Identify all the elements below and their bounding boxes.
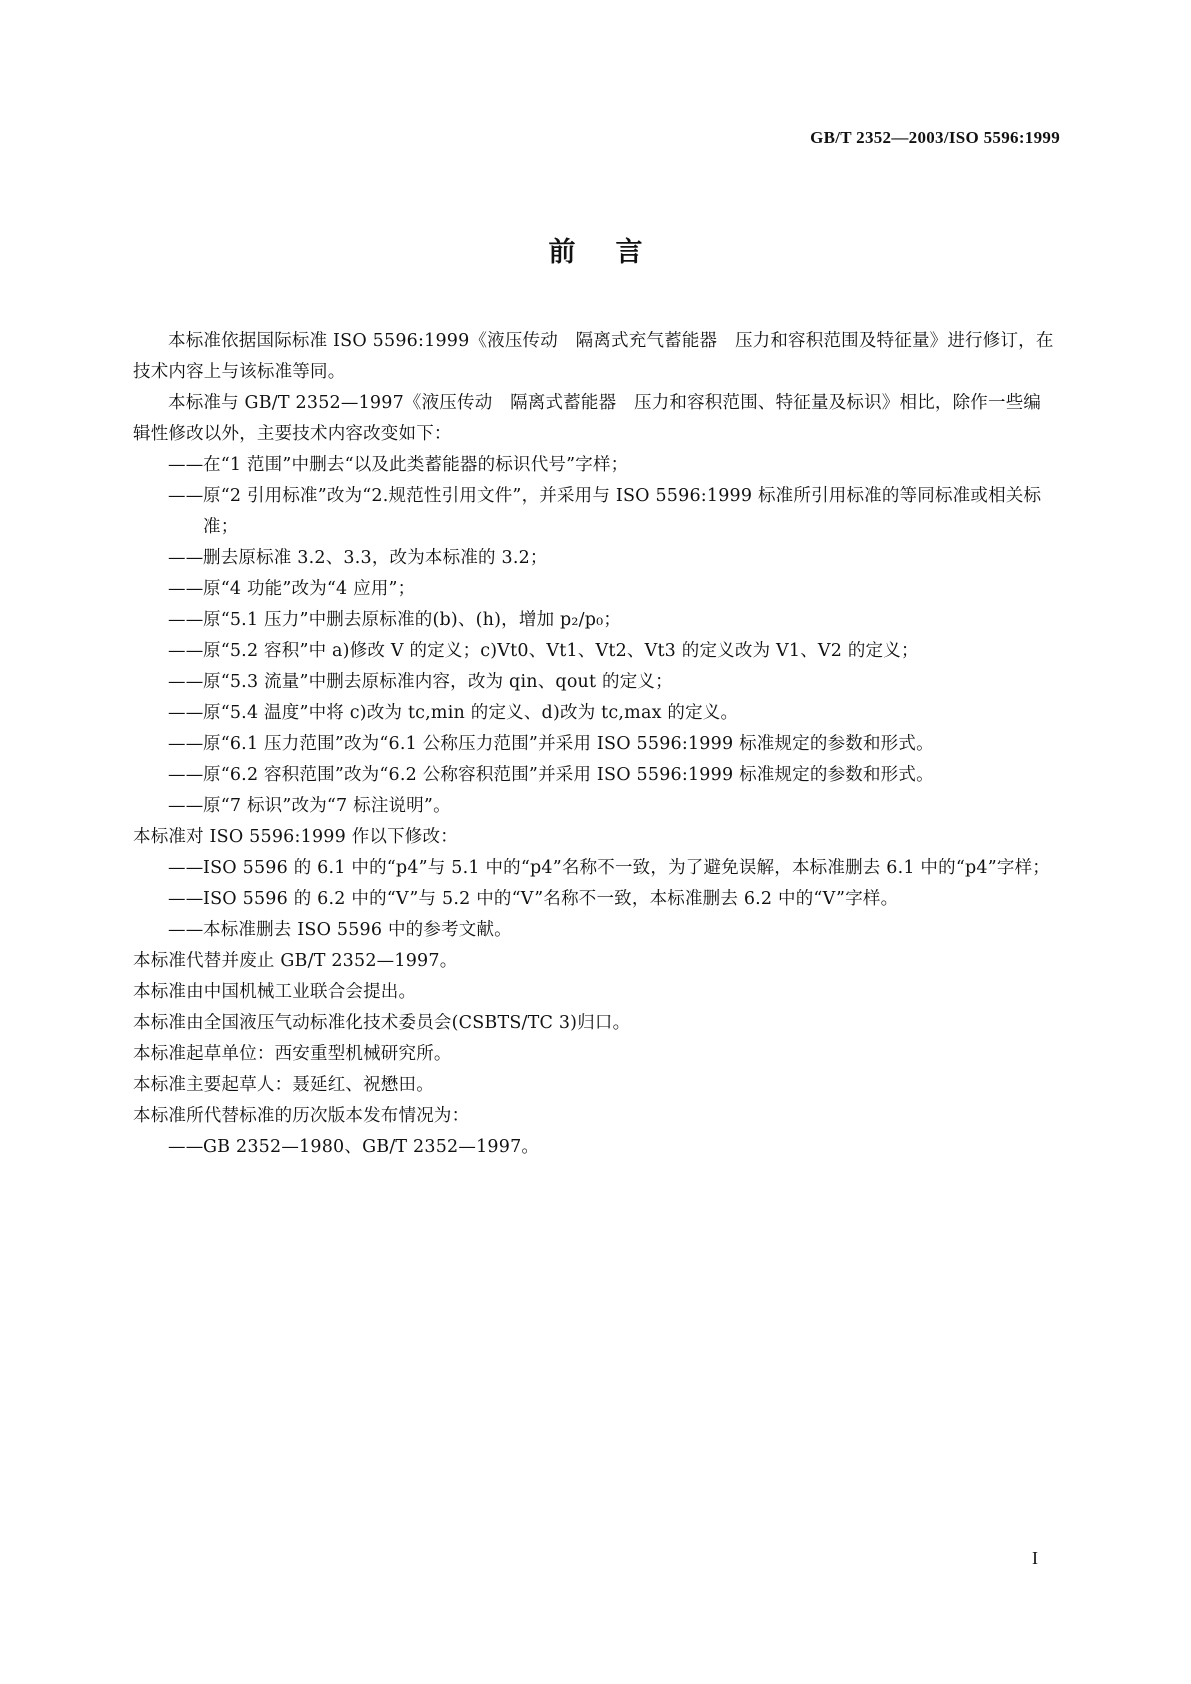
drafting-unit-paragraph: 本标准起草单位：西安重型机械研究所。 — [133, 1044, 452, 1064]
intro-paragraph: 本标准依据国际标准 ISO 5596:1999《液压传动 隔离式充气蓄能器 压力和容积范围及特征量》进行修订，在技术内容上与该标准等同。 — [133, 331, 1054, 382]
centralized-by-paragraph: 本标准由全国液压气动标准化技术委员会(CSBTS/TC 3)归口。 — [133, 1013, 631, 1033]
proposed-by-paragraph: 本标准由中国机械工业联合会提出。 — [133, 982, 417, 1002]
list-item: ——原“4 功能”改为“4 应用”； — [168, 579, 416, 599]
list-item: ——原“7 标识”改为“7 标注说明”。 — [168, 796, 451, 816]
list-item: ——原“5.1 压力”中删去原标准的(b)、(h)，增加 p₂/p₀； — [168, 610, 622, 630]
list-item: ——原“5.2 容积”中 a)修改 V 的定义；c)Vt0、Vt1、Vt2、Vt3 的定义改为 V1、V2 的定义； — [168, 641, 919, 661]
replaces-paragraph: 本标准代替并废止 GB/T 2352—1997。 — [133, 951, 458, 971]
page-number: I — [1032, 1548, 1038, 1568]
modification-intro: 本标准对 ISO 5596:1999 作以下修改： — [133, 827, 458, 847]
history-intro-paragraph: 本标准所代替标准的历次版本发布情况为： — [133, 1106, 470, 1126]
comparison-paragraph: 本标准与 GB/T 2352—1997《液压传动 隔离式蓄能器 压力和容积范围、特征量及标识》相比，除作一些编辑性修改以外，主要技术内容改变如下： — [133, 393, 1042, 444]
list-item: ——GB 2352—1980、GB/T 2352—1997。 — [168, 1137, 540, 1157]
list-item: ——本标准删去 ISO 5596 中的参考文献。 — [168, 920, 512, 940]
standard-code-header: GB/T 2352—2003/ISO 5596:1999 — [810, 128, 1060, 147]
list-item: ——ISO 5596 的 6.2 中的“V”与 5.2 中的“V”名称不一致，本标准删去 6.2 中的“V”字样。 — [168, 889, 899, 909]
drafters-paragraph: 本标准主要起草人：聂延红、祝懋田。 — [133, 1075, 434, 1095]
list-item: ——原“5.4 温度”中将 c)改为 tc,min 的定义、d)改为 tc,max 的定义。 — [168, 703, 739, 723]
list-item: ——原“6.2 容积范围”改为“6.2 公称容积范围”并采用 ISO 5596:1999 标准规定的参数和形式。 — [168, 765, 934, 785]
list-item: ——原“5.3 流量”中删去原标准内容，改为 qin、qout 的定义； — [168, 672, 673, 692]
list-item: ——在“1 范围”中删去“以及此类蓄能器的标识代号”字样； — [168, 455, 629, 475]
list-item: ——原“2 引用标准”改为“2.规范性引用文件”，并采用与 ISO 5596:1999 标准所引用标准的等同标准或相关标准； — [168, 486, 1042, 537]
page-title: 前言 — [548, 237, 683, 268]
document-body — [133, 326, 1058, 1163]
list-item: ——原“6.1 压力范围”改为“6.1 公称压力范围”并采用 ISO 5596:1999 标准规定的参数和形式。 — [168, 734, 934, 754]
list-item: ——删去原标准 3.2、3.3，改为本标准的 3.2； — [168, 548, 548, 568]
list-item: ——ISO 5596 的 6.1 中的“p4”与 5.1 中的“p4”名称不一致，为了避免误解，本标准删去 6.1 中的“p4”字样； — [168, 858, 1050, 878]
